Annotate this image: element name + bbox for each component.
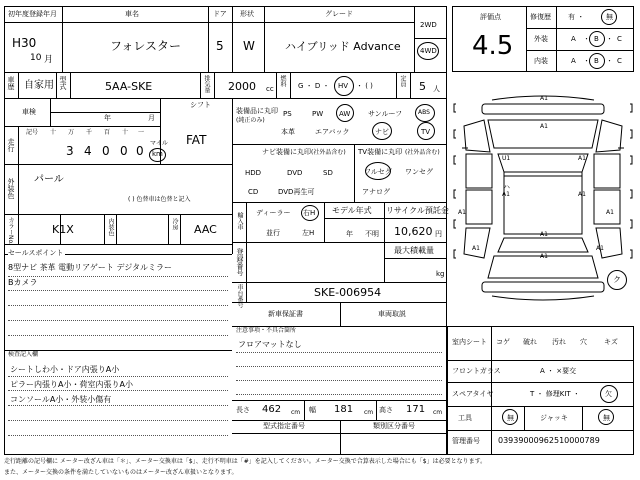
tv-title-sub: (社外品含む) (405, 149, 440, 156)
tools-none: 無 (507, 414, 514, 422)
usage-label: 車歴 (7, 76, 15, 90)
capacity-label: 定員 (399, 75, 406, 87)
width-unit: cm (364, 409, 374, 416)
damage-label: A1 (540, 231, 548, 238)
damage-label: A1 (540, 123, 548, 130)
height-unit: cm (433, 409, 443, 416)
model-year-unit: 年 (346, 230, 353, 238)
type-number-label: 型式指定番号 (263, 422, 305, 430)
odometer-digit: 4 (84, 144, 92, 158)
displacement-value: 2000 (228, 80, 256, 93)
fuel-label: 燃料 (279, 75, 286, 87)
damage-label: A1 (578, 155, 586, 162)
length-label: 長さ (236, 406, 250, 414)
equip-ps: PS (283, 110, 292, 118)
warranty-label: 新車保証書 (268, 310, 303, 318)
score-label: 評価点 (480, 13, 501, 21)
width-value: 181 (334, 404, 354, 415)
tv-analog: アナログ (362, 188, 390, 196)
navi-sd: SD (323, 169, 333, 177)
shape-value: W (243, 39, 255, 53)
ext-c: C (617, 35, 622, 43)
cc-unit: cc (266, 85, 274, 93)
door-label: ドア (213, 10, 227, 18)
capacity-value: 5 (419, 80, 426, 93)
odometer-unit: 千 (86, 129, 93, 136)
4wd-option: 4WD (420, 47, 437, 55)
equip-sunroof: サンルーフ (368, 110, 403, 118)
odometer-digit: 0 (136, 144, 144, 158)
spare-label: スペアタイヤ (452, 390, 494, 398)
class-number-label: 類別区分番号 (373, 422, 415, 430)
length-unit: cm (291, 409, 301, 416)
odometer-unit: 一 (138, 129, 145, 136)
equip-leather: 本革 (281, 128, 295, 136)
repair-label: 修復歴 (530, 13, 551, 21)
selling-point-line-2: Bカメラ (8, 278, 38, 287)
seat-hole: 穴 (580, 338, 587, 346)
tools-label: 工具 (458, 414, 472, 422)
equipment-label: 装備品に丸印 (236, 107, 278, 115)
management-label: 管理番号 (452, 437, 480, 445)
navi-dvd-play: DVD再生可 (278, 188, 315, 196)
jack-none: 無 (603, 414, 610, 422)
int-b: B (594, 57, 599, 65)
equip-tv: TV (421, 128, 431, 136)
spare-missing: 欠 (605, 390, 612, 398)
usage-value: 自家用 (24, 80, 54, 91)
recycle-label: リサイクル預託金 (386, 206, 449, 215)
doors-value: 5 (216, 39, 224, 53)
footer-line-2: また、メーター交換の条件を満たしていないものはメーター改ざん車扱いとなります。 (4, 469, 238, 476)
shift-label: シフト (190, 101, 211, 109)
int-sep1: ・ (583, 57, 590, 65)
reg-month-unit: 月 (44, 55, 54, 65)
int-c: C (617, 57, 622, 65)
seat-label: 室内シート (452, 338, 487, 346)
capacity-unit: 人 (433, 85, 440, 93)
damage-label: A1 (606, 209, 614, 216)
navi-title: ナビ装備に丸印 (262, 148, 311, 156)
inspection-label: 車検 (22, 108, 36, 116)
glass-label: フロントガラス (452, 367, 501, 375)
repair-none: 無 (606, 13, 613, 21)
shift-value: FAT (186, 133, 207, 147)
inspection-year-unit: 年 (104, 114, 111, 122)
int-a: A (571, 57, 576, 65)
chassis-value: SKE-006954 (314, 286, 382, 299)
spare-options: T ・ 修理KIT ・ (530, 390, 580, 398)
report-label: 検査記入欄 (8, 351, 39, 358)
width-label: 幅 (309, 406, 316, 414)
equip-aw: AW (339, 110, 351, 118)
equip-airbag: エアバック (315, 128, 350, 136)
exterior-color-value: パール (34, 174, 64, 185)
interior-color-label: 内装色 (107, 218, 114, 236)
grade-label: グレード (325, 10, 353, 18)
equipment-sub: (純正のみ) (236, 117, 265, 124)
model-year-unknown: 不明 (365, 230, 379, 238)
damage-ku: ク (613, 275, 621, 284)
manual-label: 車両取説 (378, 310, 406, 318)
odometer-digit: 0 (102, 144, 110, 158)
ext-sep1: ・ (583, 35, 590, 43)
repair-options: 有 ・ (568, 13, 585, 21)
first-reg-label: 初年度登録年月 (8, 10, 57, 18)
shape-label: 形状 (240, 10, 254, 18)
reg-month: 10 (30, 53, 42, 63)
odometer-unit: 十 (122, 129, 129, 136)
color-change-note: ( ) 色替車は色替と記入 (128, 196, 191, 203)
navi-cd: CD (248, 188, 259, 196)
grade-value: ハイブリッド Advance (285, 40, 401, 53)
int-sep2: ・ (606, 57, 613, 65)
length-value: 462 (262, 404, 282, 415)
exterior-grade-label: 外装 (534, 35, 548, 43)
height-value: 171 (406, 404, 426, 415)
odometer-digit: 3 (66, 144, 74, 158)
fuel-other: ・ ( ) (356, 82, 373, 90)
height-label: 高さ (379, 406, 393, 414)
ext-sep2: ・ (606, 35, 613, 43)
damage-label: A1 (596, 245, 604, 252)
damage-label: A1 (458, 209, 466, 216)
max-load-label: 最大積載量 (394, 246, 434, 255)
tv-fullseg: フルセグ (364, 168, 392, 176)
score-value: 4.5 (472, 31, 514, 61)
ac-value: AAC (194, 223, 217, 236)
import-right-hand: 右H (303, 209, 316, 217)
interior-grade-label: 内装 (534, 57, 548, 65)
management-number: 03939000962510000789 (498, 436, 600, 445)
recycle-value: 10,620 (394, 225, 433, 238)
reg-year: H30 (12, 36, 37, 50)
mile-option: マイル (150, 140, 168, 147)
navi-title-sub: (社外品含む) (311, 149, 346, 156)
chassis-label: 車台番号 (236, 284, 243, 308)
import-label: 輸入車 (236, 212, 243, 230)
2wd-option: 2WD (420, 21, 437, 29)
import-dealer: ディーラー (256, 209, 291, 217)
report-line-1: シートしわ小・ドア内張りA小 (10, 365, 120, 374)
model-label: 型式 (59, 76, 67, 90)
odometer-unit: 百 (104, 129, 111, 136)
report-line-3: コンソールA小・外装小傷有 (10, 395, 112, 404)
selling-points-label: セールスポイント (8, 249, 64, 257)
seat-burn: コゲ (496, 338, 510, 346)
footer-line-1: 走行距離の記号欄に メーター改ざん車は「＊」、メーター交換車は「$」、走行不明車は「#」を記入してください。メーター交換で合算表示した場合にも「$」は必要となります。 (4, 458, 487, 465)
damage-label: A1 (540, 95, 548, 102)
odometer-unit: 万 (68, 129, 75, 136)
seat-tear: 破れ (523, 338, 537, 346)
car-name-value: フォレスター (110, 39, 182, 53)
equip-abs: ABS (418, 109, 430, 116)
inspection-month-unit: 月 (148, 114, 155, 122)
max-load-unit: kg (436, 270, 445, 278)
import-left-hand: 左H (302, 229, 315, 237)
model-year-label: モデル年式 (332, 206, 372, 215)
fuel-hv: HV (338, 82, 349, 90)
ac-label: 冷房 (171, 218, 178, 230)
notes-label: 注意事項・不具合箇所 (236, 327, 297, 334)
seat-scratch: キズ (604, 338, 618, 346)
selling-point-line-1: 8型ナビ 茶革 電動リアゲート デジタルミラー (8, 263, 172, 272)
equip-navi: ナビ (375, 128, 389, 136)
tv-oneseg: ワンセグ (405, 168, 433, 176)
displacement-label: 排気量 (203, 75, 210, 93)
damage-label: A1 (472, 245, 480, 252)
report-line-2: ピラー内張りA小・荷室内張りA小 (10, 380, 133, 389)
glass-options: A ・ ×要交 (540, 367, 577, 375)
fuel-options: G ・ D ・ (298, 82, 330, 90)
registration-label: 登録番号 (236, 248, 244, 276)
tv-title: TV装備に丸印 (358, 148, 403, 156)
mileage-code-label: 記号 (26, 129, 39, 136)
notes-text: フロアマットなし (238, 340, 302, 349)
ext-a: A (571, 35, 576, 43)
navi-hdd: HDD (245, 169, 262, 177)
damage-label: A1 (540, 253, 548, 260)
odometer-label: 走行 (7, 138, 15, 152)
km-option: km (152, 150, 163, 158)
damage-label: A1 (502, 191, 510, 198)
color-no-value: K1X (52, 223, 74, 236)
seat-stain: 汚れ (552, 338, 566, 346)
odometer-unit: 十 (50, 129, 57, 136)
model-value: 5AA-SKE (105, 80, 153, 93)
exterior-color-label: 外装色 (7, 178, 15, 199)
ext-b: B (594, 35, 599, 43)
color-no-label: カラーNo. (7, 217, 14, 245)
navi-dvd: DVD (287, 169, 303, 177)
damage-label: U1 (502, 155, 511, 162)
equip-pw: PW (312, 110, 324, 118)
jack-label: ジャッキ (540, 414, 568, 422)
odometer-digit: 0 (120, 144, 128, 158)
damage-label: A1 (578, 191, 586, 198)
car-name-label: 車名 (125, 10, 139, 18)
import-parallel: 並行 (266, 229, 280, 237)
recycle-yen: 円 (435, 230, 442, 238)
damage-ha: ハ (503, 183, 510, 191)
